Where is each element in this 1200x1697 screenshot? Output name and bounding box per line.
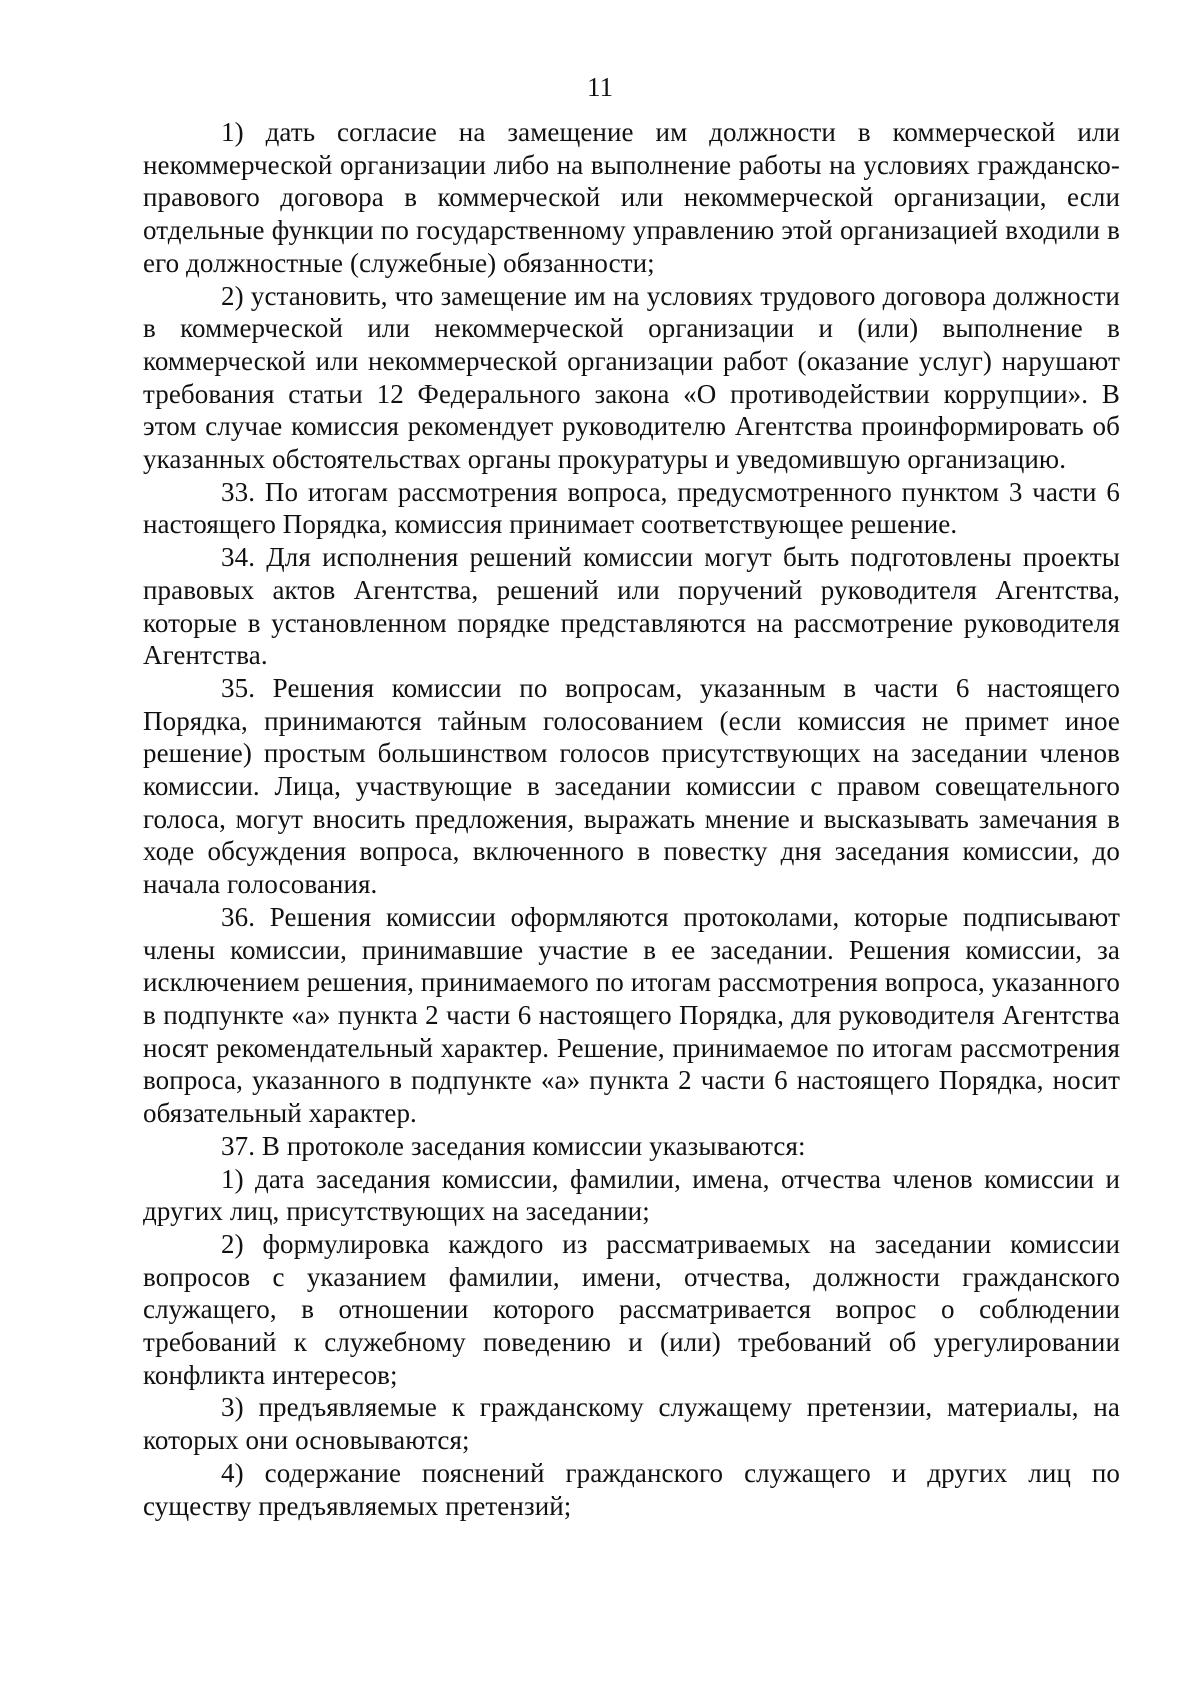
paragraph-2-establish-violation: 2) установить, что замещение им на условиях трудового договора должности в коммерческой или некоммерческой организации и (или) выполнение в коммерческой или некоммерческой организации работ (оказание услуг) нарушают требования статьи 12 Федерального закона «О противодействии коррупции». В этом случае комиссия рекомендует руководителю Агентства проинформировать об указанных обстоятельствах органы прокуратуры и уведомившую организацию.	[143, 280, 1120, 475]
paragraph-37: 37. В протоколе заседания комиссии указываются:	[221, 1130, 806, 1161]
paragraph-33: 33. По итогам рассмотрения вопроса, предусмотренного пунктом 3 части 6 настоящего Порядка, комиссия принимает соответствующее решение.	[143, 476, 1120, 540]
paragraph-34: 34. Для исполнения решений комиссии могут быть подготовлены проекты правовых актов Агентства, решений или поручений руководителя Агентства, которые в установленном порядке представляются на рассмотрение руководителя Агентства.	[143, 542, 1120, 671]
page-number: 11	[587, 72, 613, 102]
paragraph-37-item-3: 3) предъявляемые к гражданскому служащему претензии, материалы, на которых они основываются;	[143, 1392, 1120, 1456]
paragraph-37-item-1: 1) дата заседания комиссии, фамилии, имена, отчества членов комиссии и других лиц, присутствующих на заседании;	[143, 1163, 1120, 1227]
paragraph-36: 36. Решения комиссии оформляются протоколами, которые подписывают члены комиссии, принимавшие участие в ее заседании. Решения комиссии, за исключением решения, принимаемого по итогам рассмотрения вопроса, указанного в подпункте «а» пункта 2 части 6 настоящего Порядка, для руководителя Агентства носят рекомендательный характер. Решение, принимаемое по итогам рассмотрения вопроса, указанного в подпункте «а» пункта 2 части 6 настоящего Порядка, носит обязательный характер.	[143, 901, 1120, 1129]
paragraph-37-item-4: 4) содержание пояснений гражданского служащего и других лиц по существу предъявляемых претензий;	[143, 1457, 1120, 1521]
document-body	[143, 116, 1120, 1522]
paragraph-35: 35. Решения комиссии по вопросам, указанным в части 6 настоящего Порядка, принимаются тайным голосованием (если комиссия не примет иное решение) простым большинством голосов присутствующих на заседании членов комиссии. Лица, участвующие в заседании комиссии с правом совещательного голоса, могут вносить предложения, выражать мнение и высказывать замечания в ходе обсуждения вопроса, включенного в повестку дня заседания комиссии, до начала голосования.	[143, 672, 1120, 900]
paragraph-1-consent: 1) дать согласие на замещение им должности в коммерческой или некоммерческой организации либо на выполнение работы на условиях гражданско-правового договора в коммерческой или некоммерческой организации, если отдельные функции по государственному управлению этой организацией входили в его должностные (служебные) обязанности;	[143, 117, 1120, 278]
paragraph-37-item-2: 2) формулировка каждого из рассматриваемых на заседании комиссии вопросов с указанием фамилии, имени, отчества, должности гражданского служащего, в отношении которого рассматривается вопрос о соблюдении требований к служебному поведению и (или) требований об урегулировании конфликта интересов;	[143, 1228, 1120, 1390]
